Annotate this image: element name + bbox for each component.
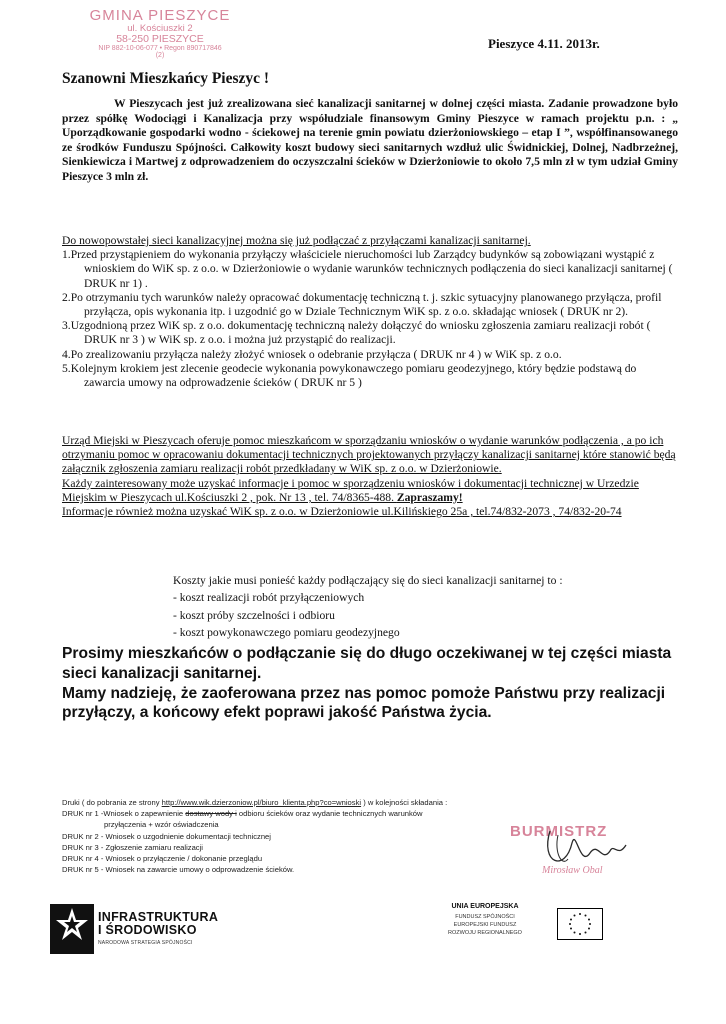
step-number: 3. — [62, 319, 71, 333]
costs-section — [173, 572, 563, 641]
eu-flag-icon — [557, 908, 603, 940]
eu-line2: FUNDUSZ SPÓJNOŚCI — [455, 914, 515, 920]
stamp-city: 58-250 PIESZYCE — [116, 32, 204, 45]
forms-intro-text: Druki ( do pobrania ze strony — [62, 798, 160, 807]
cost-item: - koszt realizacji robót przyłączeniowych — [173, 591, 365, 605]
step-text: Uzgodnioną przez WiK sp. z o.o. dokumentację techniczną należy dołączyć do wniosku zgłoszenia zamiaru realizacji robót ( DRUK nr 3 ) w WiK sp. z o.o. i można już przystąpić do realizacji. — [70, 319, 651, 347]
wik-info: Informacje również można uzyskać WiK sp. z o.o. w Dzierżoniowie ul.Kilińskiego 25a , tel.74/832-2073 , 74/832-20-74 — [62, 505, 622, 519]
signature-name: Mirosław Obal — [542, 865, 603, 876]
municipality-stamp — [55, 8, 265, 59]
form-label: DRUK nr 5 — [62, 865, 99, 875]
form-label: DRUK nr 1 — [62, 809, 99, 819]
stamp-street: ul. Kościuszki 2 — [127, 22, 193, 34]
logo-left-line3: NARODOWA STRATEGIA SPÓJNOŚCI — [98, 940, 193, 946]
info-paragraph — [62, 477, 676, 505]
form-text: - Wniosek o przyłączenie / dokonanie przeglądu — [100, 854, 263, 864]
appeal-section — [62, 644, 682, 723]
step-number: 2. — [62, 290, 71, 304]
eu-logo — [425, 903, 615, 951]
info-line: Każdy zainteresowany może uzyskać informacje i pomoc w sporządzeniu wniosków i dokumentacji technicznej w Urzedzie Miejskim w Pieszycach ul.Kościuszki 2 , pok. Nr 13 , tel. 74/8365-488. — [62, 476, 639, 504]
logo-left-line2: I ŚRODOWISKO — [98, 923, 197, 937]
costs-intro: Koszty jakie musi ponieść każdy podłączający się do sieci kanalizacji sanitarnej to : — [173, 574, 563, 587]
stamp-code: (2) — [155, 52, 165, 60]
step-number: 4. — [62, 347, 71, 361]
appeal-2: Mamy nadzieję, że zaoferowana przez nas pomoc pomoże Państwu przy realizacji przyłączy, a końcowy efekt poprawi jakość Państwa życia. — [62, 684, 666, 722]
help-section — [62, 434, 676, 519]
appeal-1: Prosimy mieszkańców o podłączanie się do długo oczekiwanej w tej części miasta sieci kanalizacji sanitarnej. — [62, 645, 672, 682]
list-item — [62, 291, 676, 319]
step-text: Kolejnym krokiem jest zlecenie geodecie wykonania powykonawczego pomiaru geodezyjnego, który będzie podstawą do zawarcia umowy na odprowadzenie ścieków ( DRUK nr 5 ) — [70, 361, 637, 390]
cost-item: - koszt powykonawczego pomiaru geodezyjnego — [173, 625, 400, 639]
salutation: Szanowni Mieszkańcy Pieszyc ! — [62, 70, 270, 87]
form-label: DRUK nr 2 — [62, 831, 99, 841]
step-text: Przed przystąpieniem do wykonania przyłączy właściciele nieruchomości lub Zarządcy budynków są zobowiązani wystąpić z wnioskiem do WiK sp. z o.o. w Dzierżoniowie o wydanie warunków technicznych podłączenia do sieci kanalizacji sanitarnej ( DRUK nr 1) . — [70, 248, 673, 290]
form-text: - Zgłoszenie zamiaru realizacji — [100, 842, 203, 852]
step-text: Po otrzymaniu tych warunków należy opracować dokumentację techniczną t. j. szkic sytuacyjny planowanego przyłącza, profil przyłącza, opis wykonania itp. i uzgodnić go w Dziale Technicznym WiK sp. z o.o. składając wniosek ( DRUK nr 2). — [70, 290, 662, 319]
form-text: -Wniosek o zapewnienie — [100, 809, 184, 819]
stamp-ids: NIP 882-10-06-077 • Regon 890717846 — [98, 44, 222, 52]
eu-line4: ROZWOJU REGIONALNEGO — [448, 930, 522, 936]
form-text: odbioru ścieków oraz wydanie technicznych warunków — [238, 809, 423, 819]
stamp-name: GMINA PIESZYCE — [89, 7, 231, 24]
step-number: 5. — [62, 361, 71, 375]
form-item — [62, 842, 542, 853]
form-label: DRUK nr 4 — [62, 854, 99, 864]
form-label: DRUK nr 3 — [62, 842, 99, 852]
list-item — [62, 319, 676, 347]
letter-date: Pieszyce 4.11. 2013r. — [488, 36, 600, 51]
form-item — [62, 853, 542, 864]
form-continuation: przyłączenia + wzór oświadczenia — [104, 820, 219, 830]
eu-line3: EUROPEJSKI FUNDUSZ — [453, 922, 517, 928]
infrastructure-logo — [50, 900, 280, 962]
signature-title: BURMISTRZ — [510, 823, 608, 840]
intro-paragraph: W Pieszycach jest już zrealizowana sieć kanalizacji sanitarnej w dolnej części miasta. Zadanie prowadzone było przez spółkę Wodociągi i Kanalizacja przy współudziale finansowym Gminy Pieszyce w ramach projektu p.n. : „ Uporządkowanie gospodarki wodno - ściekowej na terenie gmin powiatu dzierżoniowskiego – etap I ”, współfinansowanego ze środków Funduszu Spójności. Całkowity koszt budowy sieci sanitarnych wzdłuż ulic Świdnickiej, Dolnej, Nadbrzeżnej, Sienkiewicza i Martwej z odprowadzeniem do oczyszczalni ścieków w Dzierżoniowie to około 7,5 mln zł w tym udział Gminy Pieszyce 3 mln zł. — [62, 97, 678, 183]
eu-stars-icon — [558, 909, 602, 939]
step-text: Po zrealizowaniu przyłącza należy złożyć wniosek o odebranie przyłącza ( DRUK nr 4 ) w WiK sp. z o.o. — [70, 347, 562, 361]
steps-list — [62, 248, 676, 390]
forms-section — [62, 797, 542, 875]
logo-left-text — [98, 911, 218, 937]
eu-title: UNIA EUROPEJSKA — [451, 903, 519, 910]
help-paragraph: Urząd Miejski w Pieszycach oferuje pomoc mieszkańcom w sporządzaniu wniosków o wydanie warunków podłączenia , a po ich otrzymaniu pomoc w opracowaniu dokumentacji technicznych projektowanych przyłączy kanalizacji sanitarnej które stanowić będą załącznik zgłoszenia zamiaru realizacji robót przedkładany w WiK sp. z o.o. w Dzierżoniowie. — [62, 434, 676, 476]
connection-heading: Do nowopowstałej sieci kanalizacyjnej można się już podłączać z przyłączami kanalizacji sanitarnej. — [62, 234, 531, 247]
form-item — [62, 864, 542, 875]
forms-intro — [62, 797, 542, 808]
mayor-signature — [510, 823, 660, 883]
list-item — [62, 348, 676, 362]
connection-section — [62, 234, 676, 390]
form-text: - Wniosek o uzgodnienie dokumentacji technicznej — [100, 831, 271, 841]
eu-subtitle — [425, 913, 545, 937]
logo-left-line1: INFRASTRUKTURA — [98, 910, 219, 924]
form-item — [62, 808, 542, 819]
cost-item: - koszt próby szczelności i odbioru — [173, 608, 335, 622]
invite-text: Zapraszamy! — [396, 490, 463, 504]
form-item — [62, 831, 542, 842]
forms-intro-end: ) w kolejności składania : — [363, 798, 448, 807]
list-item — [62, 362, 676, 390]
form-text: - Wniosek na zawarcie umowy o odprowadzenie ścieków. — [100, 865, 295, 875]
form-struck-text: dostawy wody i — [185, 809, 237, 819]
step-number: 1. — [62, 248, 71, 262]
star-emblem-icon — [50, 904, 94, 954]
list-item — [62, 248, 676, 291]
forms-link[interactable]: http://www.wik.dzierzoniow.pl/biuro_klienta.php?co=wnioski — [161, 798, 362, 807]
